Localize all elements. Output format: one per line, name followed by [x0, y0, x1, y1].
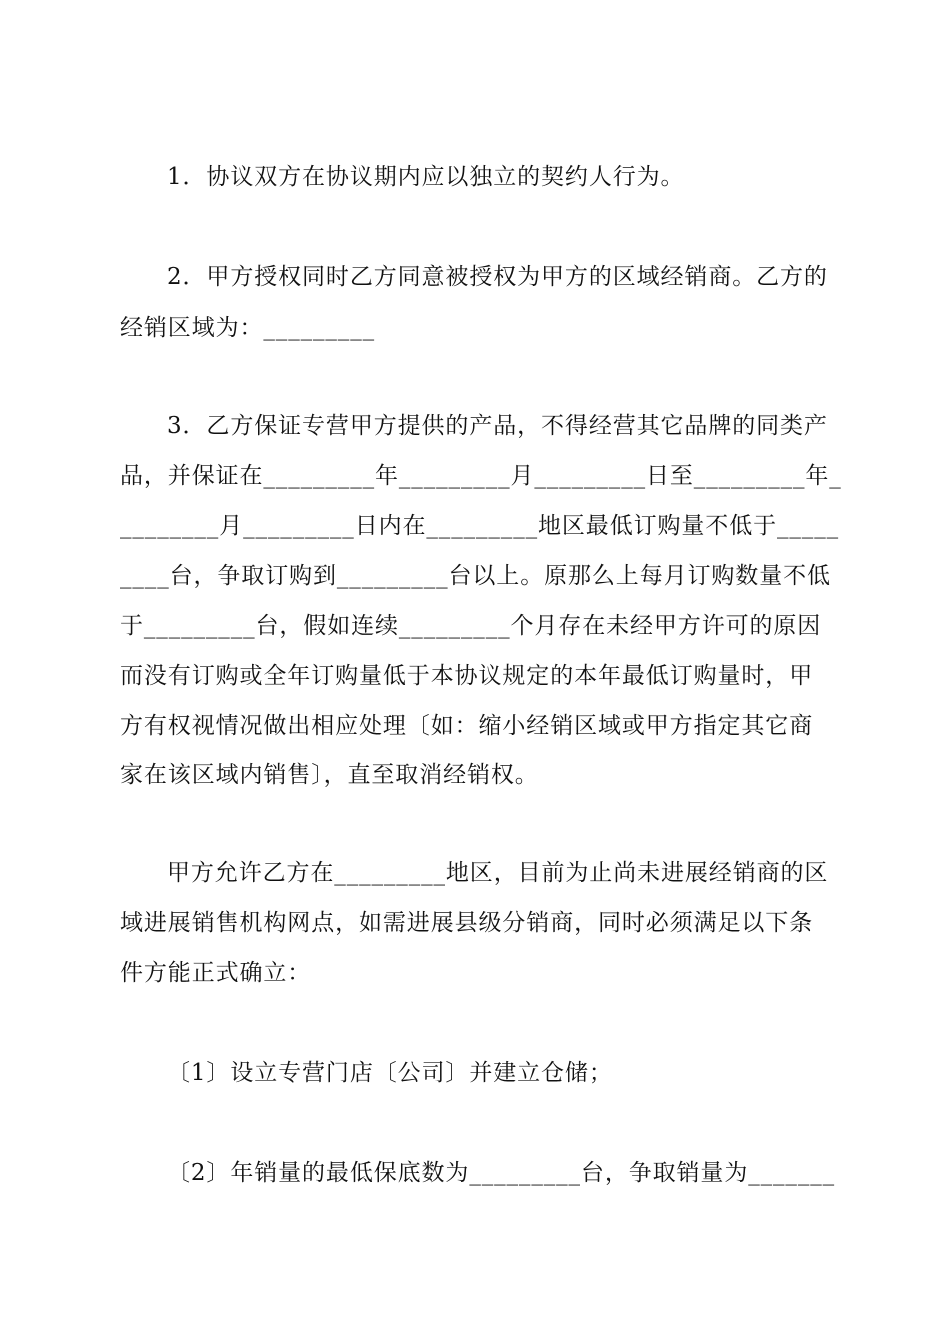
clause-3-line-4: ____台，争取订购到_________台以上。原那么上每月订购数量不低 [120, 563, 831, 589]
clause-3-line-2: 品，并保证在_________年_________月_________日至_________年_ [120, 463, 842, 489]
condition-1-line: 〔1〕设立专营门店〔公司〕并建立仓储； [167, 1060, 613, 1086]
clause-3-line-7: 方有权视情况做出相应处理〔如：缩小经销区域或甲方指定其它商 [120, 713, 814, 739]
condition-2-line: 〔2〕年销量的最低保底数为_________台，争取销量为_______ [167, 1160, 836, 1186]
expansion-line-1: 甲方允许乙方在_________地区，目前为止尚未进展经销商的区 [167, 860, 829, 886]
clause-3-line-5: 于_________台，假如连续_________个月存在未经甲方许可的原因 [120, 613, 822, 639]
clause-2-line-2: 经销区域为：_________ [120, 315, 375, 341]
clause-2-line-1: 2．甲方授权同时乙方同意被授权为甲方的区域经销商。乙方的 [167, 264, 828, 290]
clause-3-line-8: 家在该区域内销售〕，直至取消经销权。 [120, 762, 539, 788]
expansion-line-3: 件方能正式确立： [120, 960, 312, 986]
clause-3-line-1: 3．乙方保证专营甲方提供的产品，不得经营其它品牌的同类产 [167, 413, 828, 439]
clause-3-line-3: ________月_________日内在_________地区最低订购量不低于_____ [120, 513, 839, 539]
clause-1-line-1: 1．协议双方在协议期内应以独立的契约人行为。 [167, 164, 685, 190]
expansion-line-2: 域进展销售机构网点，如需进展县级分销商，同时必须满足以下条 [120, 910, 814, 936]
clause-3-line-6: 而没有订购或全年订购量低于本协议规定的本年最低订购量时，甲 [120, 663, 814, 689]
